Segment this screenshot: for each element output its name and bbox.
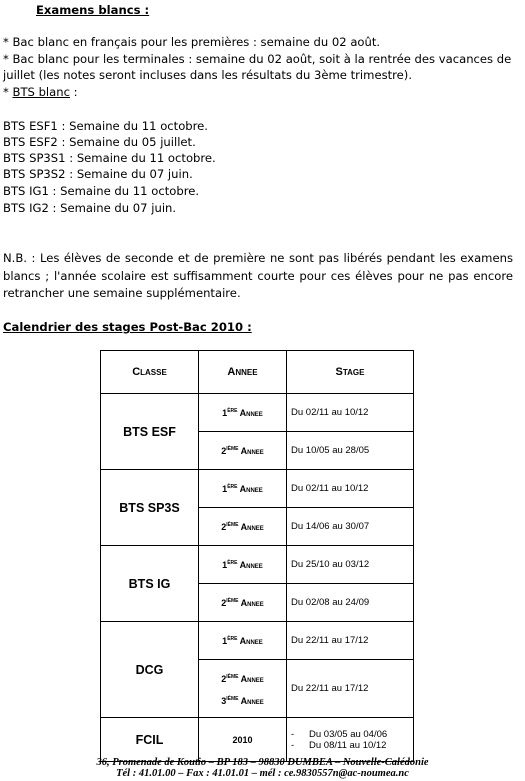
year-cell: 2ième Annee 3ième Annee xyxy=(199,660,287,718)
col-header-classe: Classe xyxy=(101,351,199,394)
year-cell: 2ième Annee xyxy=(199,584,287,622)
table-row xyxy=(101,546,414,584)
stage-cell: Du 22/11 au 17/12 xyxy=(287,622,414,660)
stage-cell: Du 02/11 au 10/12 xyxy=(287,394,414,432)
stages-table xyxy=(100,350,414,762)
table-row xyxy=(101,394,414,432)
exams-line-2a: * Bac blanc pour les terminales : semaine du 02 août, soit à la rentrée des vacances de xyxy=(3,52,512,66)
stage-cell: Du 02/08 au 24/09 xyxy=(287,584,414,622)
table-row xyxy=(101,718,414,762)
list-item: - Du 03/05 au 04/06 xyxy=(289,729,409,740)
footer-address: 36, Promenade de Koutio – BP 183 – 98830 DUMBEA – Nouvelle-Calédonie xyxy=(96,757,429,768)
list-item: - Du 08/11 au 10/12 xyxy=(289,740,409,751)
year-cell: 1ère Annee xyxy=(199,546,287,584)
bts-list-item: BTS ESF1 : Semaine du 11 octobre. xyxy=(3,119,208,133)
table-row xyxy=(101,470,414,508)
class-cell: BTS ESF xyxy=(101,394,199,470)
stage-cell: Du 25/10 au 03/12 xyxy=(287,546,414,584)
class-cell: BTS IG xyxy=(101,546,199,622)
table-header-row xyxy=(101,351,414,394)
nb-paragraph: N.B. : Les élèves de seconde et de première ne sont pas libérés pendant les examens blancs ; l'année scolaire est suffisamment courte pour ces élèves pour ne pas encore retrancher une semaine supplémentaire. xyxy=(3,251,513,300)
stage-cell: Du 10/05 au 28/05 xyxy=(287,432,414,470)
year-cell: 2010 xyxy=(199,718,287,762)
class-cell: BTS SP3S xyxy=(101,470,199,546)
col-header-stage: Stage xyxy=(287,351,414,394)
year-cell: 1ère Annee xyxy=(199,394,287,432)
stage-cell xyxy=(287,718,414,762)
bts-list-item: BTS ESF2 : Semaine du 05 juillet. xyxy=(3,135,196,149)
year-cell: 2ième Annee xyxy=(199,432,287,470)
year-cell: 1ère Annee xyxy=(199,470,287,508)
year-cell: 2ième Annee xyxy=(199,508,287,546)
bts-list-item: BTS SP3S1 : Semaine du 11 octobre. xyxy=(3,151,216,165)
bts-blanc-label: BTS blanc xyxy=(12,85,70,99)
stage-cell: Du 02/11 au 10/12 xyxy=(287,470,414,508)
exams-line-2b: juillet (les notes seront incluses dans les résultats du 3ème trimestre). xyxy=(3,68,413,82)
exams-heading: Examens blancs : xyxy=(36,3,150,17)
bts-list-item: BTS IG2 : Semaine du 07 juin. xyxy=(3,201,177,215)
class-cell: DCG xyxy=(101,622,199,718)
fcil-stage-list xyxy=(289,729,409,751)
calendar-heading: Calendrier des stages Post-Bac 2010 : xyxy=(3,320,252,334)
stage-cell: Du 22/11 au 17/12 xyxy=(287,660,414,718)
class-cell: FCIL xyxy=(101,718,199,762)
bts-list-item: BTS IG1 : Semaine du 11 octobre. xyxy=(3,184,200,198)
bts-blanc-line xyxy=(3,84,513,100)
col-header-annee: Annee xyxy=(199,351,287,394)
bts-colon: : xyxy=(69,85,78,99)
table-row xyxy=(101,622,414,660)
footer-contact: Tél : 41.01.00 – Fax : 41.01.01 – mél : ce.9830557n@ac-noumea.nc xyxy=(116,768,409,779)
bts-bullet: * xyxy=(3,85,13,99)
exams-line-1: * Bac blanc en français pour les premières : semaine du 02 août. xyxy=(3,35,381,49)
year-cell: 1ère Annee xyxy=(199,622,287,660)
stage-cell: Du 14/06 au 30/07 xyxy=(287,508,414,546)
bts-list-item: BTS SP3S2 : Semaine du 07 juin. xyxy=(3,167,193,181)
